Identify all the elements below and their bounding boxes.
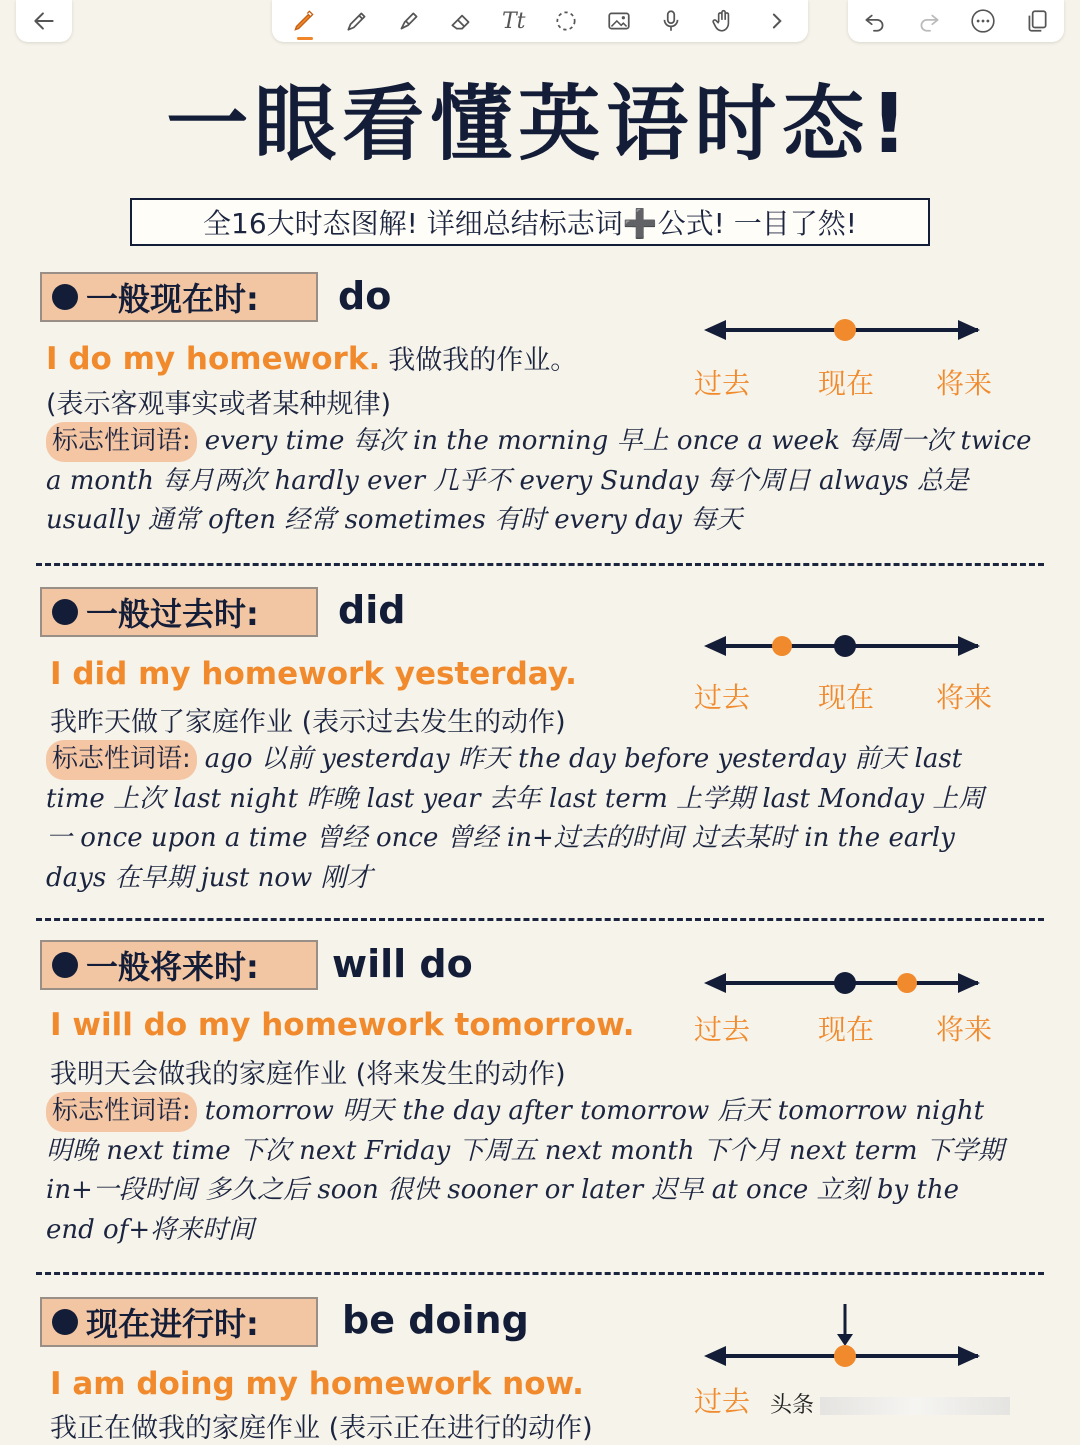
toolbar-left — [16, 0, 72, 42]
back-button[interactable] — [27, 4, 61, 38]
timeline-left-arrow — [704, 973, 726, 993]
watermark-bar — [820, 1397, 1010, 1415]
tense-formula: do — [338, 274, 392, 318]
microphone-icon — [658, 8, 684, 34]
label-past: 过去 — [694, 1013, 751, 1046]
signal-tag: 标志性词语: — [46, 740, 197, 780]
subtitle-box — [130, 198, 930, 246]
bullet-icon — [52, 952, 78, 978]
tense-name: 一般过去时: — [86, 595, 259, 633]
more-tools-button[interactable] — [759, 4, 793, 38]
example-english: I did my homework yesterday. — [50, 656, 577, 692]
tense-formula: will do — [332, 942, 473, 986]
label-future: 将来 — [936, 1013, 993, 1046]
label-past: 过去 — [694, 681, 751, 714]
example-english: I do my homework. — [46, 341, 381, 377]
tense-label — [40, 587, 318, 637]
section-divider — [36, 918, 1044, 921]
example-sentence — [50, 656, 577, 692]
chevron-right-icon — [763, 8, 789, 34]
undo-icon — [862, 8, 888, 34]
tense-name: 一般现在时: — [86, 280, 259, 318]
pencil-tool-button[interactable] — [340, 4, 374, 38]
example-english: I am doing my homework now. — [50, 1366, 584, 1402]
timeline-left-arrow — [704, 1346, 726, 1366]
timeline-right-arrow — [958, 973, 980, 993]
lasso-tool-button[interactable] — [549, 4, 583, 38]
eraser-icon — [448, 8, 474, 34]
more-icon — [970, 8, 996, 34]
highlighter-tool-button[interactable] — [392, 4, 426, 38]
redo-icon — [916, 8, 942, 34]
text-tool-icon: Tt — [501, 8, 526, 34]
label-future: 将来 — [936, 681, 993, 714]
example-english: I will do my homework tomorrow. — [50, 1007, 635, 1043]
pages-icon — [1024, 8, 1050, 34]
toolbar-right — [848, 0, 1064, 42]
hand-tool-button[interactable] — [706, 4, 740, 38]
image-tool-button[interactable] — [602, 4, 636, 38]
undo-button[interactable] — [858, 4, 892, 38]
text-tool-button[interactable] — [497, 4, 531, 38]
present-marker — [834, 1345, 856, 1367]
tense-formula: did — [338, 588, 406, 632]
example-sentence — [46, 338, 577, 377]
signal-text: ago 以前 yesterday 昨天 the day before yesterday 前天 last time 上次 last night 昨晚 last year 去年 last term 上学期 last Monday 上周一 once upon a time 曾经 once 曾经 in+过去的时间 过去某时 in the early days 在早期 just now 刚才 — [46, 744, 985, 893]
signal-words — [46, 422, 1046, 541]
usage-note: (表示客观事实或者某种规律) — [46, 389, 392, 420]
pen-tool-button[interactable] — [287, 4, 321, 38]
timeline — [700, 310, 990, 350]
pencil-icon — [344, 8, 370, 34]
tense-label — [40, 272, 318, 322]
example-sentence — [50, 1366, 584, 1402]
eraser-tool-button[interactable] — [444, 4, 478, 38]
toolbar-tools — [272, 0, 808, 42]
example-sentence — [50, 1007, 635, 1043]
label-future: 将来 — [936, 367, 993, 400]
highlighter-icon — [396, 8, 422, 34]
label-present: 现在 — [818, 367, 875, 400]
tense-formula: be doing — [342, 1298, 529, 1342]
section-divider — [36, 1272, 1044, 1275]
usage-note: 我明天会做我的家庭作业 (将来发生的动作) — [50, 1059, 566, 1090]
bullet-icon — [52, 599, 78, 625]
timeline-right-arrow — [958, 1346, 980, 1366]
pen-icon — [291, 8, 317, 34]
tense-name: 现在进行时: — [86, 1305, 259, 1343]
timeline — [700, 1300, 990, 1380]
tense-label — [40, 1297, 318, 1347]
signal-words — [46, 1092, 1006, 1250]
present-marker — [834, 972, 856, 994]
label-present: 现在 — [818, 1013, 875, 1046]
more-options-button[interactable] — [966, 4, 1000, 38]
now-arrow-head — [837, 1334, 853, 1346]
example-chinese: 我做我的作业。 — [388, 345, 578, 376]
label-past: 过去 — [694, 367, 751, 400]
future-marker — [897, 973, 917, 993]
label-past: 过去 — [694, 1385, 751, 1418]
lasso-icon — [553, 8, 579, 34]
hand-icon — [710, 8, 736, 34]
timeline — [700, 963, 990, 1003]
past-marker — [772, 636, 792, 656]
timeline-right-arrow — [958, 636, 980, 656]
usage-note: 我正在做我的家庭作业 (表示正在进行的动作) — [50, 1413, 593, 1444]
timeline — [700, 626, 990, 666]
usage-note: 我昨天做了家庭作业 (表示过去发生的动作) — [50, 707, 566, 738]
tense-name: 一般将来时: — [86, 948, 259, 986]
signal-tag: 标志性词语: — [46, 1092, 197, 1132]
signal-words — [46, 740, 1006, 898]
page-title: 一眼看懂英语时态! — [166, 77, 914, 172]
signal-text: every time 每次 in the morning 早上 once a week 每周一次 twice a month 每月两次 hardly ever 几乎不 every Sunday 每个周日 always 总是 usually 通常 often 经常 sometimes 有时 every day 每天 — [46, 426, 1032, 535]
present-marker — [834, 635, 856, 657]
timeline-right-arrow — [958, 320, 980, 340]
present-marker — [834, 319, 856, 341]
microphone-tool-button[interactable] — [654, 4, 688, 38]
signal-tag: 标志性词语: — [46, 422, 197, 462]
bullet-icon — [52, 284, 78, 310]
watermark — [770, 1388, 1010, 1419]
tense-label — [40, 940, 318, 990]
pages-button[interactable] — [1020, 4, 1054, 38]
signal-text: tomorrow 明天 the day after tomorrow 后天 tomorrow night 明晚 next time 下次 next Friday 下周五 next month 下个月 next term 下学期 in+一段时间 多久之后 soon 很快 sooner or later 迟早 at once 立刻 by the end of+将来时间 — [46, 1096, 1004, 1245]
back-icon — [31, 8, 57, 34]
section-divider — [36, 563, 1044, 566]
label-present: 现在 — [818, 681, 875, 714]
image-icon — [606, 8, 632, 34]
timeline-left-arrow — [704, 320, 726, 340]
timeline-left-arrow — [704, 636, 726, 656]
bullet-icon — [52, 1309, 78, 1335]
subtitle-text: 全16大时态图解! 详细总结标志词➕公式! 一目了然! — [203, 207, 857, 240]
watermark-text: 头条 — [770, 1393, 815, 1418]
redo-button[interactable] — [912, 4, 946, 38]
